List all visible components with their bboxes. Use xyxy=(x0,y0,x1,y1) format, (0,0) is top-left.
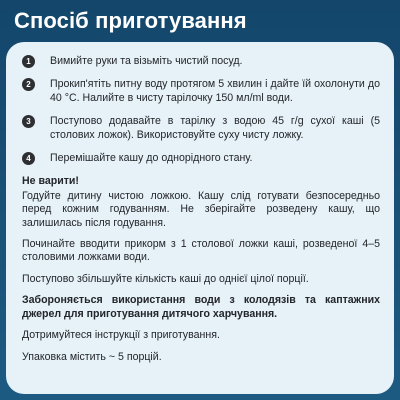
page-title: Спосіб приготування xyxy=(14,8,247,33)
package-contents-note: Упаковка містить ~ 5 порцій. xyxy=(22,350,162,363)
step-number-badge: 1 xyxy=(22,55,35,68)
increase-note: Поступово збільшуйте кількість каші до однієї цілої порції. xyxy=(22,272,309,285)
step-number-badge: 2 xyxy=(22,78,35,91)
step-text: Вимийте руки та візьміть чистий посуд. xyxy=(50,55,243,67)
step-text: Перемішайте кашу до однорідного стану. xyxy=(50,152,253,165)
step-text: Прокип'ятіть питну воду протягом 5 хвилин і дайте їй охолонути до 40 °С. Налийте в чисту тарілочку 150 мл/ml води. xyxy=(50,78,380,104)
step-number-badge: 4 xyxy=(22,152,35,165)
water-prohibition-note: Забороняється використання води з колодязів та каптажних джерел для приготування дитячого харчування. xyxy=(22,294,380,320)
step-number-badge: 3 xyxy=(22,115,35,128)
introduction-note: Починайте вводити прикорм з 1 столової ложки каші, розведеної 4–5 столовими ложками води. xyxy=(22,238,380,264)
step-text: Поступово додавайте в тарілку з водою 45 г/g сухої каші (5 столових ложок). Використовуйте суху чисту ложку. xyxy=(50,115,380,141)
follow-instructions-note: Дотримуйтеся інструкції з приготування. xyxy=(22,329,220,342)
step-item xyxy=(22,115,380,142)
instructions-panel xyxy=(6,42,394,394)
step-item xyxy=(22,55,380,68)
step-item xyxy=(22,152,380,165)
feeding-note: Годуйте дитину чистою ложкою. Кашу слід готувати безпосередньо перед кожним годуванням. Не зберігайте розведену кашу, що залишилась після годування. xyxy=(22,189,380,229)
step-item xyxy=(22,78,380,105)
warning-title: Не варити! xyxy=(22,175,79,188)
steps-list xyxy=(22,55,380,165)
